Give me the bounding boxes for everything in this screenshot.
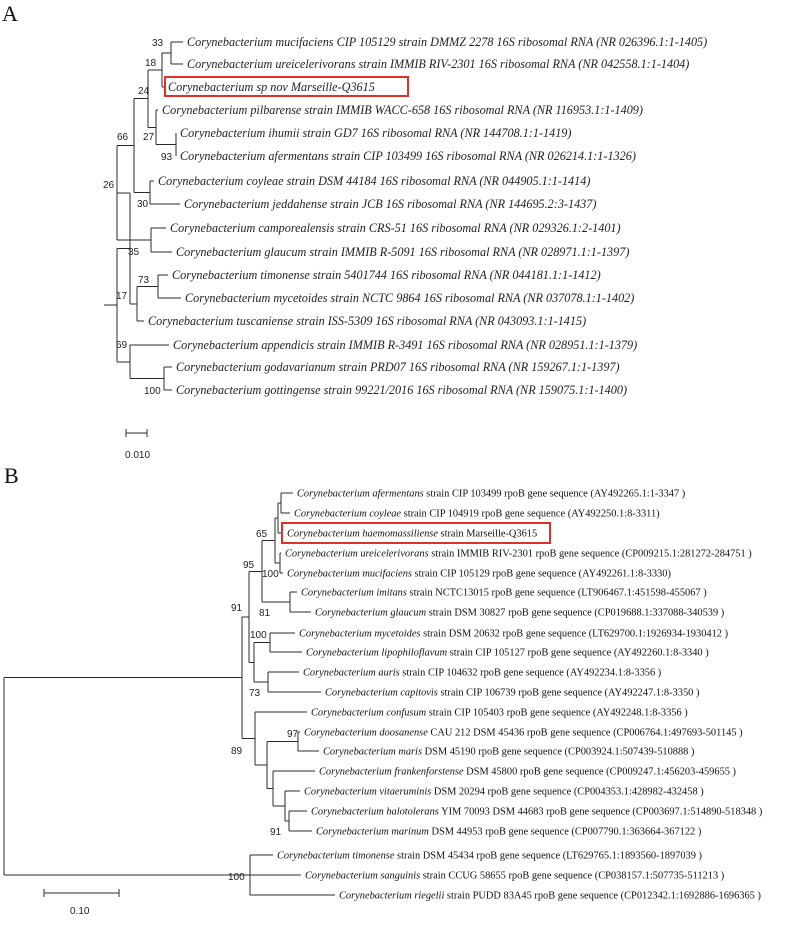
leaf-label: Corynebacterium riegelii strain PUDD 83A45 rpoB gene sequence (CP012342.1:1692886-1696365 ) xyxy=(339,890,761,902)
leaf-label: Corynebacterium afermentans strain CIP 103499 16S ribosomal RNA (NR 026214.1:1-1326) xyxy=(180,149,636,163)
leaf-label: Corynebacterium mucifaciens CIP 105129 strain DMMZ 2278 16S ribosomal RNA (NR 026396.1:1-1405) xyxy=(187,35,708,49)
leaf-label: Corynebacterium ureicelerivorans strain IMMIB RIV-2301 16S ribosomal RNA (NR 042558.1:1-1404) xyxy=(187,57,690,71)
panel-b-tree xyxy=(4,489,762,902)
leaf-label: Corynebacterium capitovis strain CIP 106739 rpoB gene sequence (AY492247.1:8-3350 ) xyxy=(325,687,700,699)
leaf-label: Corynebacterium mycetoides strain NCTC 9864 16S ribosomal RNA (NR 037078.1:1-1402) xyxy=(185,291,635,305)
leaf-label: Corynebacterium timonense strain DSM 45434 rpoB gene sequence (LT629765.1:1893560-1897039 ) xyxy=(277,850,702,862)
bootstrap-value: 18 xyxy=(145,58,157,69)
leaf-label: Corynebacterium jeddahense strain JCB 16S ribosomal RNA (NR 144695.2:3-1437) xyxy=(184,197,597,211)
leaf-label: Corynebacterium mycetoides strain DSM 20632 rpoB gene sequence (LT629700.1:1926934-1930412 ) xyxy=(299,628,729,640)
bootstrap-value: 100 xyxy=(250,630,267,641)
leaf-label: Corynebacterium appendicis strain IMMIB R-3491 16S ribosomal RNA (NR 028951.1:1-1379) xyxy=(173,338,638,352)
leaf-label: Corynebacterium camporealensis strain CRS-51 16S ribosomal RNA (NR 029326.1:2-1401) xyxy=(170,221,621,235)
bootstrap-value: 100 xyxy=(228,872,245,883)
panel-a-scale-label: 0.010 xyxy=(125,450,151,461)
panel-a-tree xyxy=(103,35,707,397)
leaf-label: Corynebacterium sp nov Marseille-Q3615 xyxy=(168,80,375,94)
leaf-label: Corynebacterium confusum strain CIP 105403 rpoB gene sequence (AY492248.1:8-3356 ) xyxy=(311,707,688,719)
bootstrap-value: 81 xyxy=(259,608,271,619)
leaf-label: Corynebacterium haemomassiliense strain Marseille-Q3615 xyxy=(287,528,538,540)
leaf-label: Corynebacterium glaucum strain IMMIB R-5091 16S ribosomal RNA (NR 028971.1:1-1397) xyxy=(176,245,630,259)
bootstrap-value: 26 xyxy=(103,180,115,191)
bootstrap-value: 69 xyxy=(116,340,128,351)
leaf-label: Corynebacterium halotolerans YIM 70093 DSM 44683 rpoB gene sequence (CP003697.1:514890-518348 ) xyxy=(311,806,763,818)
leaf-label: Corynebacterium ureicelerivorans strain IMMIB RIV-2301 rpoB gene sequence (CP009215.1:281272-284751 ) xyxy=(285,548,752,560)
panel-b-label: B xyxy=(4,463,19,488)
bootstrap-value: 93 xyxy=(161,152,173,163)
leaf-label: Corynebacterium tuscaniense strain ISS-5309 16S ribosomal RNA (NR 043093.1:1-1415) xyxy=(148,314,587,328)
leaf-label: Corynebacterium maris DSM 45190 rpoB gene sequence (CP003924.1:507439-510888 ) xyxy=(323,746,695,758)
leaf-label: Corynebacterium lipophiloflavum strain CIP 105127 rpoB gene sequence (AY492260.1:8-3340 ) xyxy=(306,647,709,659)
leaf-label: Corynebacterium gottingense strain 99221/2016 16S ribosomal RNA (NR 159075.1:1-1400) xyxy=(176,383,628,397)
bootstrap-value: 89 xyxy=(231,746,243,757)
leaf-label: Corynebacterium frankenforstense DSM 45800 rpoB gene sequence (CP009247.1:456203-459655 ) xyxy=(319,766,737,778)
bootstrap-value: 30 xyxy=(137,199,149,210)
leaf-label: Corynebacterium godavarianum strain PRD07 16S ribosomal RNA (NR 159267.1:1-1397) xyxy=(176,360,620,374)
bootstrap-value: 66 xyxy=(117,132,129,143)
bootstrap-value: 33 xyxy=(152,38,164,49)
leaf-label: Corynebacterium vitaeruminis DSM 20294 rpoB gene sequence (CP004353.1:428982-432458 ) xyxy=(304,786,704,798)
bootstrap-value: 17 xyxy=(116,291,128,302)
bootstrap-value: 100 xyxy=(262,569,279,580)
bootstrap-value: 24 xyxy=(138,86,150,97)
leaf-label: Corynebacterium pilbarense strain IMMIB WACC-658 16S ribosomal RNA (NR 116953.1:1-1409) xyxy=(162,103,643,117)
panel-b-scale-label: 0.10 xyxy=(70,906,90,917)
bootstrap-value: 95 xyxy=(243,560,255,571)
leaf-label: Corynebacterium coyleae strain DSM 44184 16S ribosomal RNA (NR 044905.1:1-1414) xyxy=(158,174,591,188)
leaf-label: Corynebacterium auris strain CIP 104632 rpoB gene sequence (AY492234.1:8-3356 ) xyxy=(303,667,662,679)
bootstrap-value: 65 xyxy=(256,529,268,540)
bootstrap-value: 35 xyxy=(128,247,140,258)
leaf-label: Corynebacterium afermentans strain CIP 103499 rpoB gene sequence (AY492265.1:1-3347 ) xyxy=(297,488,686,500)
leaf-label: Corynebacterium glaucum strain DSM 30827 rpoB gene sequence (CP019688.1:337088-340539 ) xyxy=(315,607,725,619)
bootstrap-value: 100 xyxy=(144,386,161,397)
bootstrap-value: 27 xyxy=(143,132,155,143)
bootstrap-value: 97 xyxy=(287,729,299,740)
bootstrap-value: 73 xyxy=(138,275,150,286)
leaf-label: Corynebacterium timonense strain 5401744 16S ribosomal RNA (NR 044181.1:1-1412) xyxy=(172,268,601,282)
leaf-label: Corynebacterium ihumii strain GD7 16S ribosomal RNA (NR 144708.1:1-1419) xyxy=(180,126,572,140)
leaf-label: Corynebacterium doosanense CAU 212 DSM 45436 rpoB gene sequence (CP006764.1:497693-501145 ) xyxy=(304,727,743,739)
leaf-label: Corynebacterium coyleae strain CIP 104919 rpoB gene sequence (AY492250.1:8-3311) xyxy=(294,508,660,520)
leaf-label: Corynebacterium mucifaciens strain CIP 105129 rpoB gene sequence (AY492261.1:8-3330) xyxy=(287,568,671,580)
bootstrap-value: 91 xyxy=(270,827,282,838)
bootstrap-value: 73 xyxy=(249,688,261,699)
panel-a-label: A xyxy=(2,1,18,26)
leaf-label: Corynebacterium sanguinis strain CCUG 58655 rpoB gene sequence (CP038157.1:507735-511213 ) xyxy=(305,870,725,882)
bootstrap-value: 91 xyxy=(231,603,243,614)
leaf-label: Corynebacterium imitans strain NCTC13015 rpoB gene sequence (LT906467.1:451598-455067 ) xyxy=(301,587,707,599)
leaf-label: Corynebacterium marinum DSM 44953 rpoB gene sequence (CP007790.1:363664-367122 ) xyxy=(316,826,702,838)
